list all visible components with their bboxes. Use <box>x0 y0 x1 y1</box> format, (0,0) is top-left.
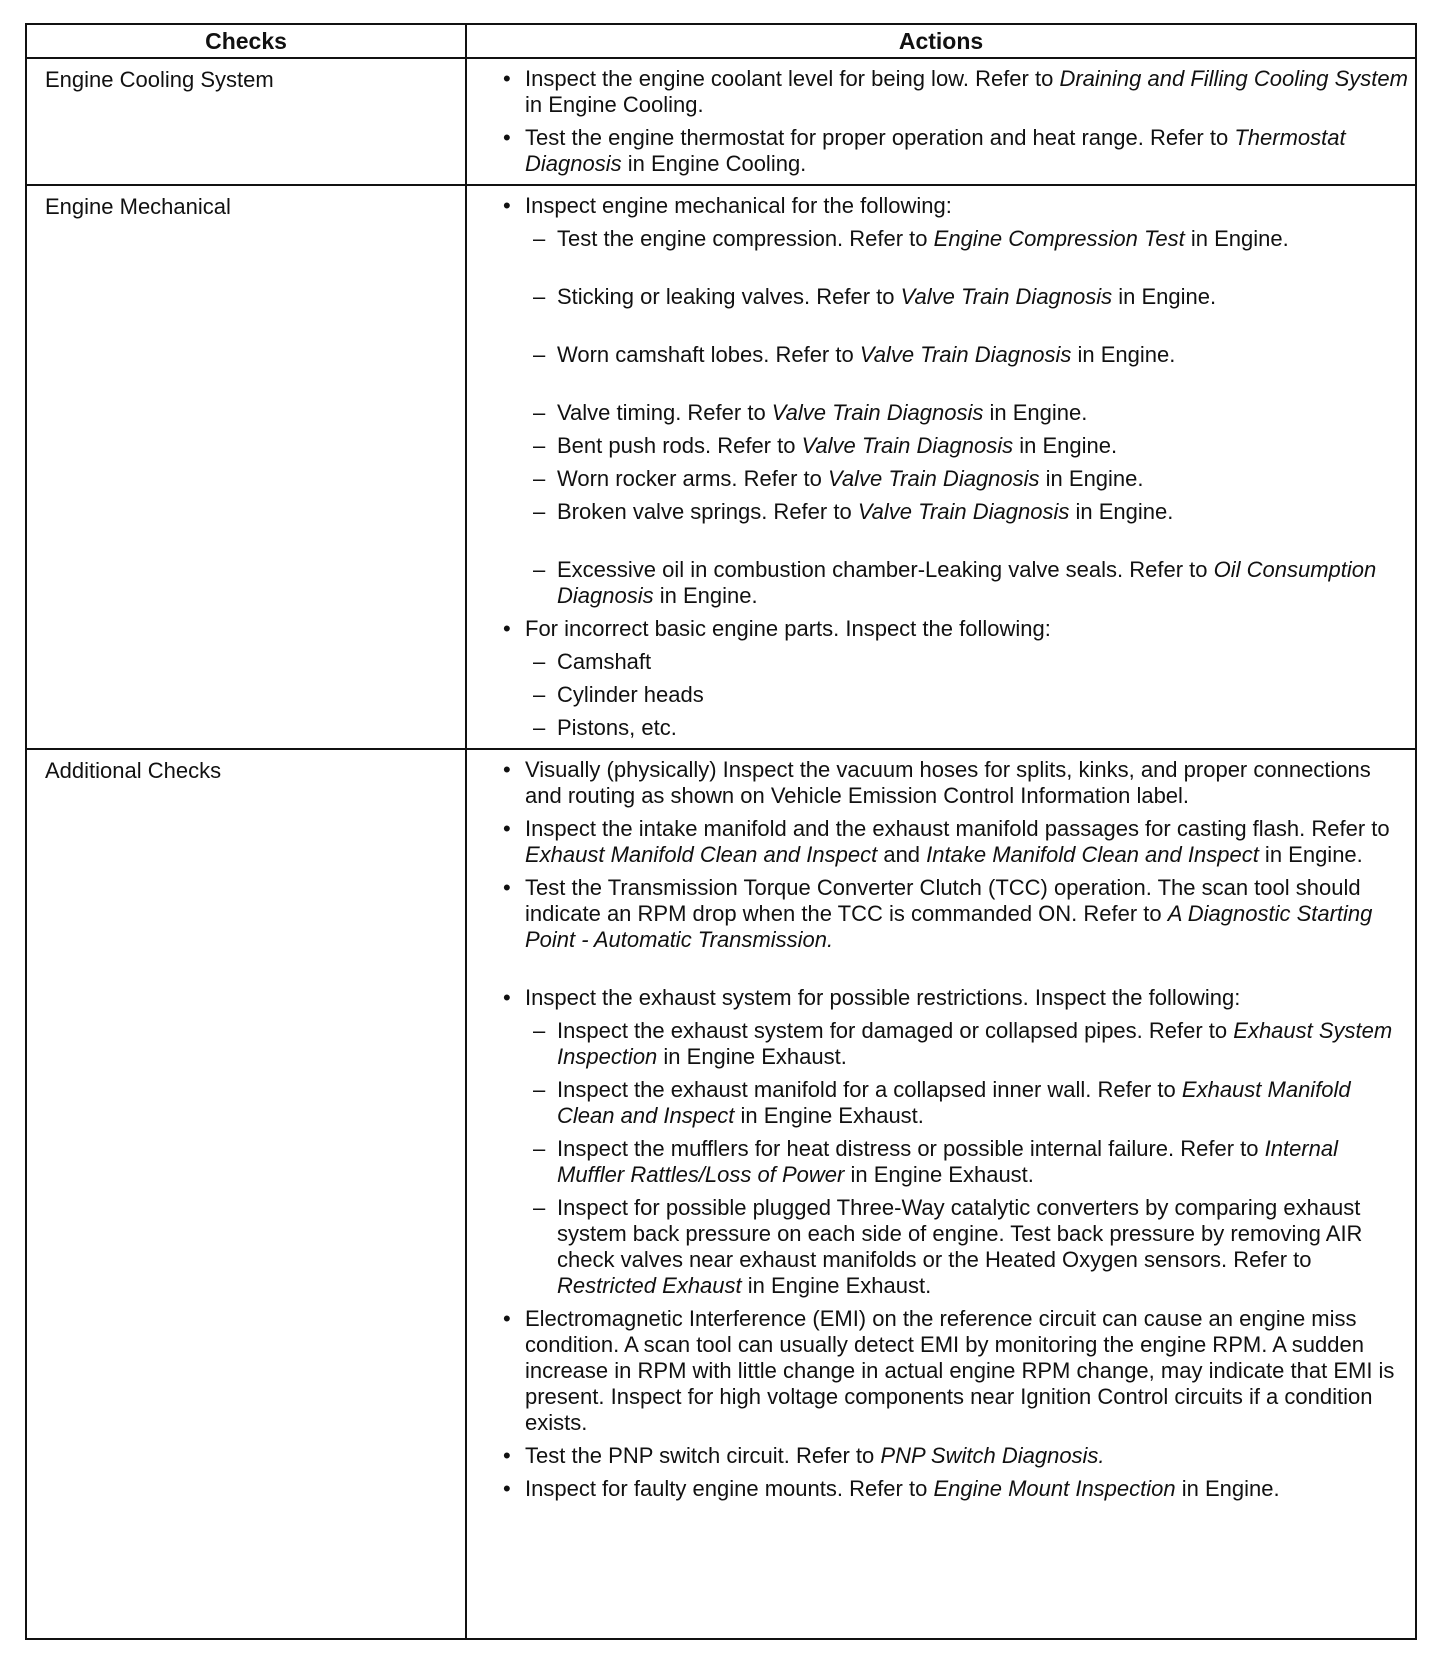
reference-title: Exhaust System Inspection <box>557 1018 1393 1069</box>
text-run: in Engine. <box>1112 284 1217 309</box>
text-run: Test the Transmission Torque Converter Clutch (TCC) operation. The scan tool should indicate an RPM drop when the TCC is commanded ON. Refer to <box>525 875 1361 926</box>
reference-title: Valve Train Diagnosis <box>900 284 1113 309</box>
sub-item <box>525 1018 1411 1070</box>
text-run: Inspect for possible plugged Three-Way catalytic converters by comparing exhaust system back pressure on each side of engine. Test back pressure by removing AIR check valves near exhaust manifolds or the Heated Oxygen sensors. Refer to <box>557 1195 1363 1272</box>
text-run: in Engine. <box>1013 433 1118 458</box>
sub-item <box>525 1195 1411 1299</box>
text-run: Worn rocker arms. Refer to <box>557 466 828 491</box>
text-run: Inspect the exhaust system for possible restrictions. Inspect the following: <box>525 985 1241 1010</box>
text-run: Bent push rods. Refer to <box>557 433 802 458</box>
text-run: in Engine. <box>983 400 1088 425</box>
bullet-text <box>525 1443 1411 1469</box>
bullet-item <box>500 616 1411 741</box>
text-run: Pistons, etc. <box>557 715 677 740</box>
check-cell: Engine Cooling System <box>26 58 466 185</box>
bullet-text <box>525 816 1411 868</box>
bullet-text <box>525 66 1411 118</box>
sub-list <box>525 649 1411 741</box>
bullet-item <box>500 985 1411 1299</box>
text-run: Sticking or leaking valves. Refer to <box>557 284 901 309</box>
diagnostic-table <box>25 23 1417 1640</box>
sub-item <box>525 400 1411 426</box>
text-run: Test the PNP switch circuit. Refer to <box>525 1443 881 1468</box>
sub-item <box>525 466 1411 492</box>
reference-title: Valve Train Diagnosis <box>801 433 1014 458</box>
bullet-text <box>525 193 1411 219</box>
reference-title: Draining and Filling Cooling System <box>1059 66 1408 91</box>
bullet-item <box>500 125 1411 177</box>
actions-cell <box>466 58 1416 185</box>
reference-title: Thermostat Diagnosis <box>525 125 1346 176</box>
text-run: in Engine Exhaust. <box>657 1044 847 1069</box>
check-cell: Engine Mechanical <box>26 185 466 749</box>
text-run: Valve timing. Refer to <box>557 400 772 425</box>
text-run: Cylinder heads <box>557 682 704 707</box>
sub-item <box>525 1077 1411 1129</box>
text-run: Electromagnetic Interference (EMI) on the reference circuit can cause an engine miss condition. A scan tool can usually detect EMI by monitoring the engine RPM. A sudden increase in RPM with little change in actual engine RPM change, may indicate that EMI is present. Inspect for high voltage components near Ignition Control circuits if a condition exists. <box>525 1306 1395 1435</box>
sub-item <box>525 682 1411 708</box>
bullet-text <box>525 1476 1411 1502</box>
text-run: in Engine. <box>1258 842 1363 867</box>
bullet-item <box>500 875 1411 953</box>
text-run: Test the engine thermostat for proper operation and heat range. Refer to <box>525 125 1235 150</box>
bullet-text <box>525 757 1411 809</box>
sub-item <box>525 557 1411 609</box>
text-run: For incorrect basic engine parts. Inspect the following: <box>525 616 1051 641</box>
text-run: in Engine Exhaust. <box>844 1162 1034 1187</box>
text-run: Inspect for faulty engine mounts. Refer to <box>525 1476 934 1501</box>
table-row <box>26 58 1416 185</box>
sub-item <box>525 433 1411 459</box>
text-run: Inspect the mufflers for heat distress or possible internal failure. Refer to <box>557 1136 1265 1161</box>
header-actions: Actions <box>466 24 1416 58</box>
header-row <box>26 24 1416 58</box>
sub-list <box>525 1018 1411 1299</box>
text-run: in Engine Exhaust. <box>741 1273 932 1298</box>
sub-item <box>525 226 1411 252</box>
check-cell: Additional Checks <box>26 749 466 1639</box>
sub-item <box>525 499 1411 525</box>
bullet-item <box>500 757 1411 809</box>
text-run: Visually (physically) Inspect the vacuum hoses for splits, kinks, and proper connections and routing as shown on Vehicle Emission Control Information label. <box>525 757 1371 808</box>
reference-title: Engine Compression Test <box>933 226 1185 251</box>
text-run: in Engine. <box>1039 466 1144 491</box>
bullet-item <box>500 1306 1411 1436</box>
reference-title: Valve Train Diagnosis <box>771 400 984 425</box>
text-run: Test the engine compression. Refer to <box>557 226 934 251</box>
text-run: in Engine. <box>653 583 758 608</box>
header-checks: Checks <box>26 24 466 58</box>
table-row <box>26 749 1416 1639</box>
reference-title: Oil Consumption Diagnosis <box>557 557 1377 608</box>
actions-cell <box>466 185 1416 749</box>
bullet-text <box>525 875 1411 953</box>
reference-title: Intake Manifold Clean and Inspect <box>926 842 1259 867</box>
sub-item <box>525 715 1411 741</box>
reference-title: Valve Train Diagnosis <box>828 466 1040 491</box>
reference-title: A Diagnostic Starting Point - Automatic Transmission. <box>525 901 1373 952</box>
bullet-item <box>500 193 1411 609</box>
sub-list <box>525 226 1411 609</box>
bullet-text <box>525 1306 1411 1436</box>
bullet-item <box>500 1476 1411 1502</box>
actions-cell <box>466 749 1416 1639</box>
sub-item <box>525 1136 1411 1188</box>
text-run: in Engine Cooling. <box>525 92 704 117</box>
text-run: Excessive oil in combustion chamber-Leaking valve seals. Refer to <box>557 557 1214 582</box>
text-run: Inspect the exhaust manifold for a collapsed inner wall. Refer to <box>557 1077 1182 1102</box>
sub-item <box>525 342 1411 368</box>
reference-title: Valve Train Diagnosis <box>857 499 1070 524</box>
bullet-item <box>500 1443 1411 1469</box>
reference-title: Exhaust Manifold Clean and Inspect <box>525 842 878 867</box>
text-run: Camshaft <box>557 649 652 674</box>
sub-item <box>525 284 1411 310</box>
text-run: Inspect engine mechanical for the following: <box>525 193 952 218</box>
reference-title: Internal Muffler Rattles/Loss of Power <box>557 1136 1338 1187</box>
text-run: in Engine. <box>1175 1476 1280 1501</box>
text-run: Broken valve springs. Refer to <box>557 499 858 524</box>
sub-item <box>525 649 1411 675</box>
bullet-text <box>525 125 1411 177</box>
text-run: Inspect the exhaust system for damaged or collapsed pipes. Refer to <box>557 1018 1234 1043</box>
bullet-text <box>525 985 1411 1011</box>
text-run: in Engine. <box>1184 226 1289 251</box>
reference-title: Exhaust Manifold Clean and Inspect <box>557 1077 1351 1128</box>
text-run: in Engine. <box>1071 342 1176 367</box>
text-run: in Engine. <box>1069 499 1174 524</box>
text-run: in Engine Exhaust. <box>734 1103 924 1128</box>
text-run: Worn camshaft lobes. Refer to <box>557 342 860 367</box>
text-run: Inspect the intake manifold and the exhaust manifold passages for casting flash. Refer to <box>525 816 1390 841</box>
bullet-text <box>525 616 1411 642</box>
text-run: and <box>877 842 927 867</box>
reference-title: Valve Train Diagnosis <box>859 342 1072 367</box>
bullet-item <box>500 816 1411 868</box>
reference-title: Engine Mount Inspection <box>933 1476 1176 1501</box>
table-row <box>26 185 1416 749</box>
text-run: in Engine Cooling. <box>621 151 807 176</box>
bullet-item <box>500 66 1411 118</box>
text-run: Inspect the engine coolant level for being low. Refer to <box>525 66 1060 91</box>
reference-title: PNP Switch Diagnosis. <box>880 1443 1105 1468</box>
reference-title: Restricted Exhaust <box>557 1273 742 1298</box>
